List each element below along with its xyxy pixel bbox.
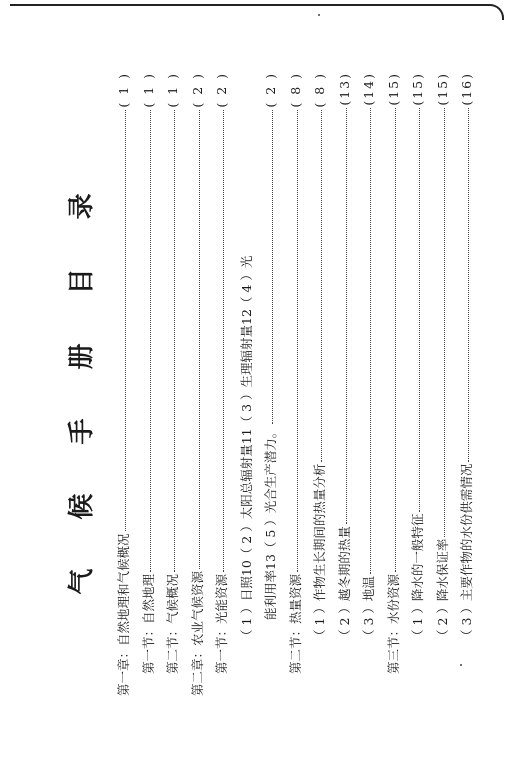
page-title: 气 候 手 册 目 录	[66, 173, 97, 595]
leader-dots	[411, 108, 420, 512]
toc-entry-label: （ 1 ）日照10（ 2 ）太阳总辐射量11（ 3 ）生理辐射量12（ 4 ）光	[238, 255, 253, 642]
toc-entry-label: 第二章：农业气候资源	[189, 570, 204, 696]
toc-entry-label: 第二节：热量资源	[287, 573, 302, 674]
toc-entry-label: 第一节：光能资源	[213, 573, 229, 674]
toc-entry-label: （ 1 ）作物生长期间的热量分析	[311, 463, 327, 642]
leader-dots	[386, 108, 395, 572]
toc-entry	[185, 72, 210, 696]
toc-entry-page: ( 1 )	[115, 72, 131, 108]
toc-entry-page: ( 2 )	[262, 72, 278, 108]
leader-dots	[190, 110, 199, 569]
toc-entry	[161, 72, 186, 696]
leader-dots	[166, 110, 175, 572]
toc-entry-label: （ 2 ）越冬期的热量	[336, 526, 351, 642]
toc-entry-label: 能利用率13（ 5 ）光合生产潜力。	[262, 425, 278, 620]
toc-list	[112, 64, 480, 704]
toc-entry-page: (14)	[360, 72, 376, 106]
toc-entry-label: 第一章：自然地理和气候概况	[115, 533, 131, 696]
toc-entry-label: （ 3 ）地温	[360, 576, 376, 642]
toc-entry-page: (15)	[409, 72, 425, 106]
toc-entry-label: （ 3 ）主要作物的水份供需情况	[458, 463, 474, 642]
scan-speck	[318, 14, 320, 16]
toc-entry	[357, 72, 382, 696]
toc-entry	[112, 72, 137, 696]
toc-entry	[283, 72, 308, 696]
toc-entry-page: (15)	[434, 72, 449, 106]
toc-entry	[259, 72, 284, 696]
leader-dots	[337, 108, 346, 524]
leader-dots	[215, 110, 224, 572]
toc-entry	[332, 72, 357, 696]
leader-dots	[313, 110, 322, 462]
toc-entry	[430, 72, 455, 696]
toc-entry-label: （ 1 ）降水的一般特征	[409, 513, 425, 642]
toc-entry-page: (15)	[385, 72, 400, 106]
leader-dots	[264, 110, 273, 424]
leader-dots	[117, 110, 126, 532]
toc-entry-page: ( 2 )	[213, 72, 229, 108]
leader-dots	[288, 110, 297, 572]
toc-entry-page: (16)	[458, 72, 474, 106]
toc-entry-page: ( 8 )	[287, 72, 302, 108]
page-edge-line	[10, 4, 504, 20]
toc-page	[43, 64, 474, 704]
toc-entry-page: ( 1 )	[164, 72, 180, 108]
toc-entry	[136, 72, 161, 696]
toc-entry	[406, 72, 431, 696]
toc-entry-label: 第三节：水份资源	[385, 573, 400, 674]
toc-entry-label: （ 2 ）降水保证率	[434, 538, 449, 642]
toc-entry-continued	[234, 72, 259, 696]
toc-entry-page: ( 1 )	[140, 72, 155, 108]
toc-entry-label: 第一节：自然地理	[140, 573, 155, 674]
toc-entry-label: 第二节：气候概况	[164, 573, 180, 674]
leader-dots	[460, 108, 469, 462]
toc-entry	[210, 72, 235, 696]
leader-dots	[362, 108, 371, 574]
toc-entry-page: (13)	[336, 72, 351, 106]
leader-dots	[435, 108, 444, 537]
toc-entry	[381, 72, 406, 696]
toc-entry	[455, 72, 480, 696]
toc-entry-page: ( 8 )	[311, 72, 327, 108]
toc-entry	[308, 72, 333, 696]
leader-dots	[141, 110, 150, 572]
toc-entry-page: ( 2 )	[189, 72, 204, 108]
